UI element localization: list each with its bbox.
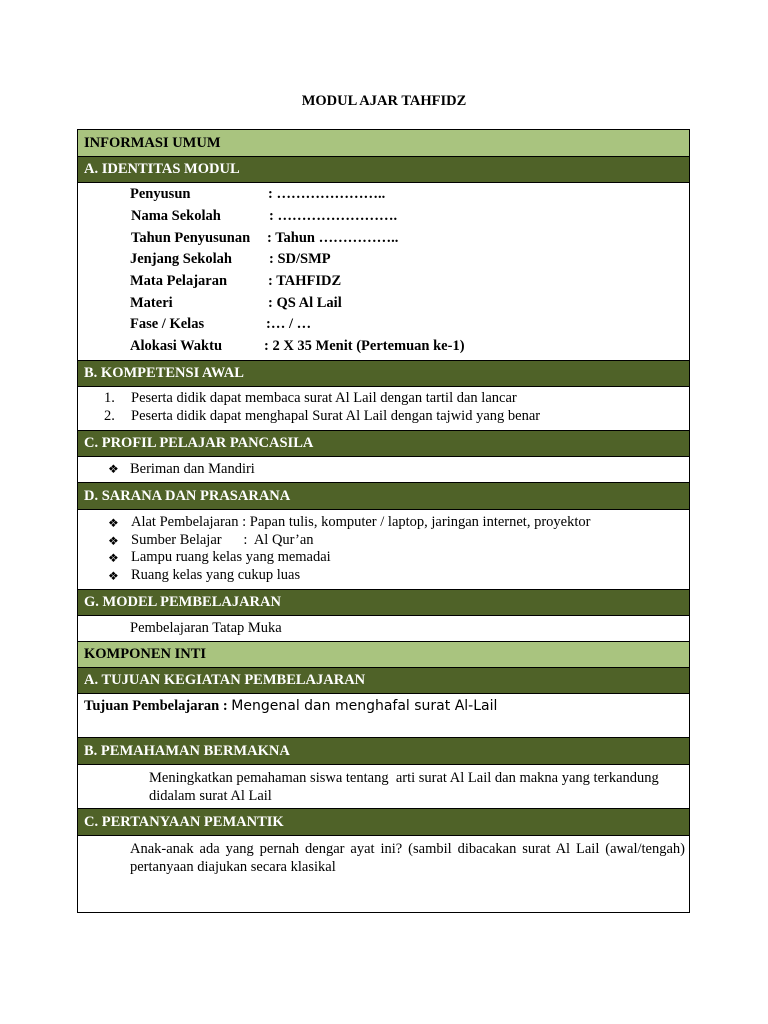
field-value-mata-pelajaran: : TAHFIDZ xyxy=(268,273,342,289)
section-header-pemahaman-bermakna: B. PEMAHAMAN BERMAKNA xyxy=(78,738,689,765)
tujuan-content xyxy=(78,694,689,738)
field-value-tahun-penyusunan: : Tahun …………….. xyxy=(267,230,399,246)
field-value-fase-kelas: :… / … xyxy=(266,316,312,332)
section-header-informasi-umum: INFORMASI UMUM xyxy=(78,130,689,157)
field-value-materi: : QS Al Lail xyxy=(268,295,342,311)
field-label-nama-sekolah: Nama Sekolah xyxy=(131,208,221,224)
list-item: Sumber Belajar : Al Qur’an xyxy=(131,532,314,548)
section-header-komponen-inti: KOMPONEN INTI xyxy=(78,642,689,668)
section-header-sarana-prasarana: D. SARANA DAN PRASARANA xyxy=(78,483,689,510)
field-label-jenjang-sekolah: Jenjang Sekolah xyxy=(130,251,232,267)
diamond-bullet-icon: ❖ xyxy=(108,534,119,548)
sarana-content xyxy=(78,510,689,590)
pemahaman-content xyxy=(78,765,689,809)
field-value-penyusun: : ………………….. xyxy=(268,186,386,202)
field-label-materi: Materi xyxy=(130,295,173,311)
diamond-bullet-icon: ❖ xyxy=(108,516,119,530)
field-value-alokasi-waktu: : 2 X 35 Menit (Pertemuan ke-1) xyxy=(264,338,465,354)
field-label-penyusun: Penyusun xyxy=(130,186,191,202)
field-label-tahun-penyusunan: Tahun Penyusunan xyxy=(131,230,251,246)
document-title: MODUL AJAR TAHFIDZ xyxy=(301,93,467,109)
field-label-alokasi-waktu: Alokasi Waktu xyxy=(130,338,223,354)
list-item: Peserta didik dapat membaca surat Al Lail dengan tartil dan lancar xyxy=(131,390,517,406)
identitas-content xyxy=(78,183,689,361)
field-label-fase-kelas: Fase / Kelas xyxy=(130,316,205,332)
section-header-identitas-modul: A. IDENTITAS MODUL xyxy=(78,157,689,183)
section-header-tujuan-kegiatan: A. TUJUAN KEGIATAN PEMBELAJARAN xyxy=(78,668,689,694)
list-number: 1. xyxy=(104,390,115,406)
field-label-mata-pelajaran: Mata Pelajaran xyxy=(130,273,228,289)
kompetensi-awal-content xyxy=(78,387,689,431)
pemahaman-text: Meningkatkan pemahaman siswa tentang arti surat Al Lail dan makna yang terkandung didalam surat Al Lail xyxy=(149,770,663,804)
section-header-kompetensi-awal: B. KOMPETENSI AWAL xyxy=(78,361,689,387)
list-item: Peserta didik dapat menghapal Surat Al Lail dengan tajwid yang benar xyxy=(131,408,541,424)
diamond-bullet-icon: ❖ xyxy=(108,569,119,583)
field-value-jenjang-sekolah: : SD/SMP xyxy=(269,251,331,267)
module-table xyxy=(77,129,690,913)
tujuan-label: Tujuan Pembelajaran : xyxy=(84,698,232,714)
list-item: Ruang kelas yang cukup luas xyxy=(131,567,301,583)
list-item: Alat Pembelajaran : Papan tulis, komputer / laptop, jaringan internet, proyektor xyxy=(131,514,591,530)
section-header-profil-pelajar: C. PROFIL PELAJAR PANCASILA xyxy=(78,431,689,457)
section-header-model-pembelajaran: G. MODEL PEMBELAJARAN xyxy=(78,590,689,616)
tujuan-line xyxy=(84,698,497,715)
list-number: 2. xyxy=(104,408,115,424)
pertanyaan-text: Anak-anak ada yang pernah dengar ayat ini? (sambil dibacakan surat Al Lail (awal/tengah) pertanyaan diajukan secara klasikal xyxy=(130,841,685,875)
list-item: Beriman dan Mandiri xyxy=(130,461,255,477)
tujuan-value: Mengenal dan menghafal surat Al-Lail xyxy=(231,698,498,714)
field-value-nama-sekolah: : ……………………. xyxy=(269,208,398,224)
diamond-bullet-icon: ❖ xyxy=(108,462,119,476)
model-content xyxy=(78,616,689,642)
pertanyaan-content xyxy=(78,836,689,912)
profil-content xyxy=(78,457,689,483)
model-text: Pembelajaran Tatap Muka xyxy=(130,620,282,636)
list-item: Lampu ruang kelas yang memadai xyxy=(131,549,331,565)
section-header-pertanyaan-pemantik: C. PERTANYAAN PEMANTIK xyxy=(78,809,689,836)
diamond-bullet-icon: ❖ xyxy=(108,551,119,565)
